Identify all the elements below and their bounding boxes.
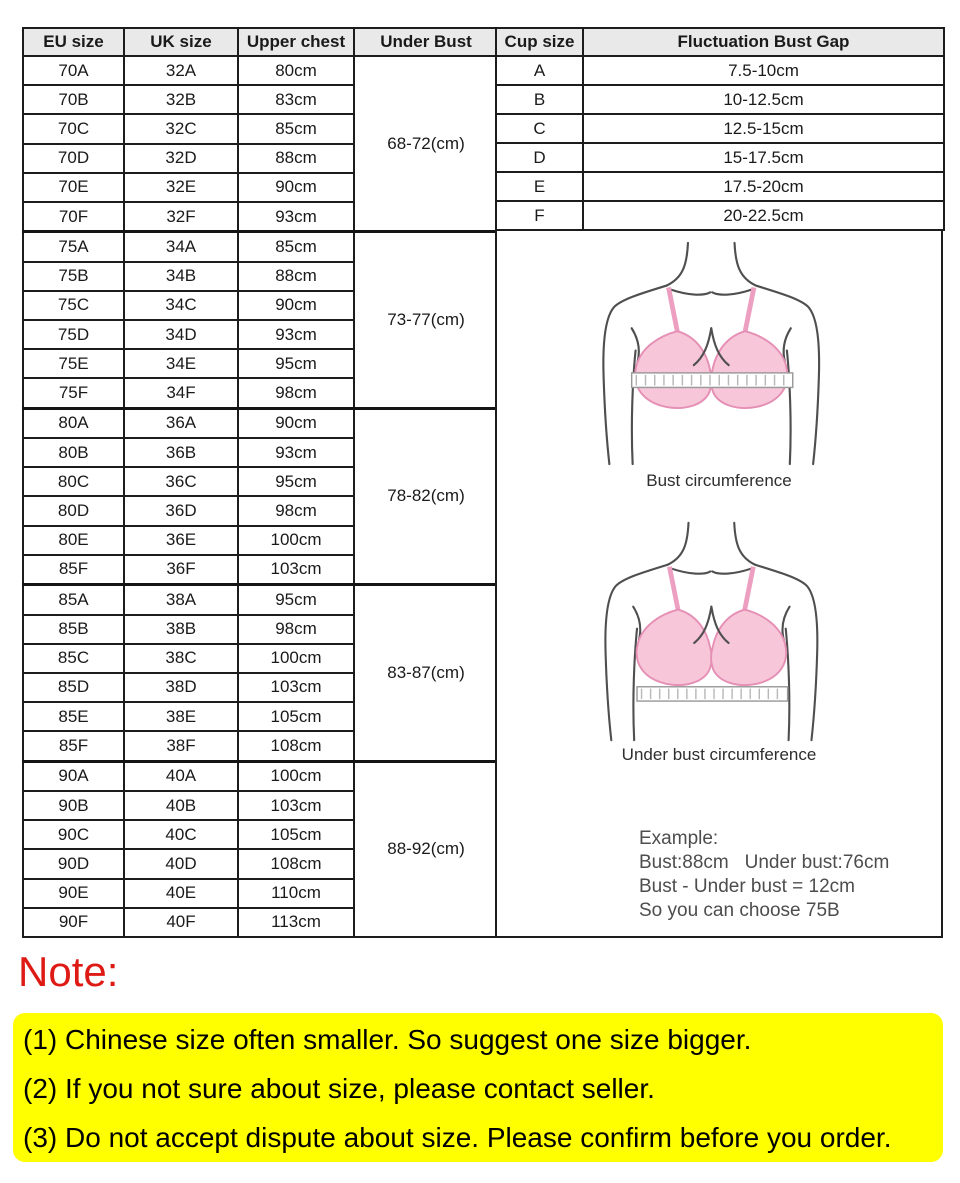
eu-size-cell: 75A [23,232,124,262]
uk-size-cell: 38E [124,702,238,731]
uk-size-cell: 36F [124,555,238,585]
uk-size-cell: 32C [124,114,238,143]
example-title: Example: [639,828,719,849]
example-block [639,827,889,923]
upper-chest-cell: 98cm [238,378,354,408]
upper-chest-cell: 85cm [238,232,354,262]
uk-size-cell: 34B [124,262,238,291]
upper-chest-cell: 105cm [238,702,354,731]
eu-size-cell: 70A [23,56,124,85]
upper-chest-cell: 90cm [238,173,354,202]
eu-size-cell: 85E [23,702,124,731]
fluctuation-gap-cell: 12.5-15cm [583,114,944,143]
upper-chest-cell: 98cm [238,496,354,525]
eu-size-cell: 70C [23,114,124,143]
measurement-panel [495,231,943,938]
size-table-row [23,232,498,262]
upper-chest-cell: 108cm [238,849,354,878]
upper-chest-cell: 103cm [238,555,354,585]
note-line-3: (3) Do not accept dispute about size. Please confirm before you order. [23,1122,892,1153]
eu-size-header: EU size [23,28,124,56]
upper-chest-cell: 85cm [238,114,354,143]
upper-chest-cell: 93cm [238,320,354,349]
size-table-row [23,56,498,85]
fluctuation-gap-cell: 17.5-20cm [583,172,944,201]
size-table-header-row [23,28,498,56]
fluctuation-gap-cell: 7.5-10cm [583,56,944,85]
upper-chest-cell: 103cm [238,791,354,820]
uk-size-cell: 32A [124,56,238,85]
upper-chest-cell: 83cm [238,85,354,114]
upper-chest-cell: 80cm [238,56,354,85]
note-line-1: (1) Chinese size often smaller. So suggest one size bigger. [23,1024,752,1055]
eu-size-cell: 90F [23,908,124,937]
size-table-body [23,56,498,937]
eu-size-cell: 70E [23,173,124,202]
uk-size-cell: 38B [124,615,238,644]
size-table-row [23,408,498,438]
uk-size-cell: 38D [124,673,238,702]
bust-diagram-label: Bust circumference [646,471,792,490]
upper-chest-cell: 90cm [238,408,354,438]
eu-size-cell: 80A [23,408,124,438]
eu-size-cell: 90B [23,791,124,820]
cup-table-row [496,201,944,230]
upper-chest-header: Upper chest [238,28,354,56]
upper-chest-cell: 93cm [238,438,354,467]
fluctuation-gap-cell: 20-22.5cm [583,201,944,230]
uk-size-cell: 36D [124,496,238,525]
eu-size-cell: 75F [23,378,124,408]
cup-size-cell: B [496,85,583,114]
cup-size-cell: A [496,56,583,85]
upper-chest-cell: 108cm [238,731,354,761]
eu-size-cell: 85F [23,555,124,585]
size-table-row [23,585,498,615]
cup-size-header: Cup size [496,28,583,56]
upper-chest-cell: 98cm [238,615,354,644]
upper-chest-cell: 88cm [238,262,354,291]
upper-chest-cell: 103cm [238,673,354,702]
under-bust-diagram-label: Under bust circumference [621,745,817,764]
eu-size-cell: 80B [23,438,124,467]
cup-table-header-row [496,28,944,56]
eu-size-cell: 90E [23,879,124,908]
uk-size-cell: 36C [124,467,238,496]
eu-size-cell: 85F [23,731,124,761]
upper-chest-cell: 105cm [238,820,354,849]
size-table-row [23,761,498,791]
upper-chest-cell: 100cm [238,761,354,791]
under-bust-cell: 78-82(cm) [354,408,498,584]
uk-size-cell: 34D [124,320,238,349]
cup-table-body [496,56,944,230]
under-bust-cell: 73-77(cm) [354,232,498,408]
eu-size-cell: 85B [23,615,124,644]
eu-size-cell: 70B [23,85,124,114]
under-bust-cell: 88-92(cm) [354,761,498,937]
eu-size-cell: 80E [23,526,124,555]
cup-table-row [496,114,944,143]
note-heading: Note: [18,948,119,995]
under-bust-diagram-illustration [569,519,869,743]
uk-size-header: UK size [124,28,238,56]
uk-size-cell: 40F [124,908,238,937]
upper-chest-cell: 90cm [238,291,354,320]
upper-chest-cell: 95cm [238,349,354,378]
eu-size-cell: 90A [23,761,124,791]
upper-chest-cell: 93cm [238,202,354,232]
uk-size-cell: 36B [124,438,238,467]
cup-size-cell: C [496,114,583,143]
eu-size-cell: 75D [23,320,124,349]
size-table [22,27,499,938]
cup-size-cell: F [496,201,583,230]
upper-chest-cell: 100cm [238,644,354,673]
upper-chest-cell: 100cm [238,526,354,555]
uk-size-cell: 36A [124,408,238,438]
fluctuation-gap-cell: 10-12.5cm [583,85,944,114]
eu-size-cell: 80C [23,467,124,496]
uk-size-cell: 40B [124,791,238,820]
eu-size-cell: 70D [23,144,124,173]
uk-size-cell: 38C [124,644,238,673]
upper-chest-cell: 113cm [238,908,354,937]
eu-size-cell: 75C [23,291,124,320]
uk-size-cell: 34C [124,291,238,320]
cup-table-row [496,85,944,114]
eu-size-cell: 75B [23,262,124,291]
eu-size-cell: 90D [23,849,124,878]
cup-size-cell: E [496,172,583,201]
uk-size-cell: 36E [124,526,238,555]
uk-size-cell: 32F [124,202,238,232]
uk-size-cell: 40E [124,879,238,908]
example-line-2: Bust - Under bust = 12cm [639,876,855,897]
uk-size-cell: 38F [124,731,238,761]
eu-size-cell: 85D [23,673,124,702]
bust-diagram-illustration [569,239,869,467]
eu-size-cell: 75E [23,349,124,378]
note-line-2: (2) If you not sure about size, please contact seller. [23,1073,655,1104]
uk-size-cell: 40D [124,849,238,878]
eu-size-cell: 85C [23,644,124,673]
eu-size-cell: 90C [23,820,124,849]
uk-size-cell: 40A [124,761,238,791]
uk-size-cell: 32D [124,144,238,173]
uk-size-cell: 32E [124,173,238,202]
uk-size-cell: 34F [124,378,238,408]
uk-size-cell: 40C [124,820,238,849]
cup-table-row [496,56,944,85]
fluctuation-gap-cell: 15-17.5cm [583,143,944,172]
fluctuation-gap-header: Fluctuation Bust Gap [583,28,944,56]
upper-chest-cell: 110cm [238,879,354,908]
cup-size-cell: D [496,143,583,172]
uk-size-cell: 32B [124,85,238,114]
uk-size-cell: 34E [124,349,238,378]
upper-chest-cell: 95cm [238,585,354,615]
upper-chest-cell: 88cm [238,144,354,173]
cup-table-row [496,143,944,172]
eu-size-cell: 85A [23,585,124,615]
example-line-3: So you can choose 75B [639,900,840,921]
cup-table [495,27,945,231]
eu-size-cell: 80D [23,496,124,525]
under-bust-cell: 83-87(cm) [354,585,498,761]
eu-size-cell: 70F [23,202,124,232]
under-bust-header: Under Bust [354,28,498,56]
note-box [13,1013,943,1162]
upper-chest-cell: 95cm [238,467,354,496]
example-line-1: Bust:88cm Under bust:76cm [639,852,890,873]
uk-size-cell: 38A [124,585,238,615]
uk-size-cell: 34A [124,232,238,262]
cup-table-row [496,172,944,201]
under-bust-cell: 68-72(cm) [354,56,498,232]
